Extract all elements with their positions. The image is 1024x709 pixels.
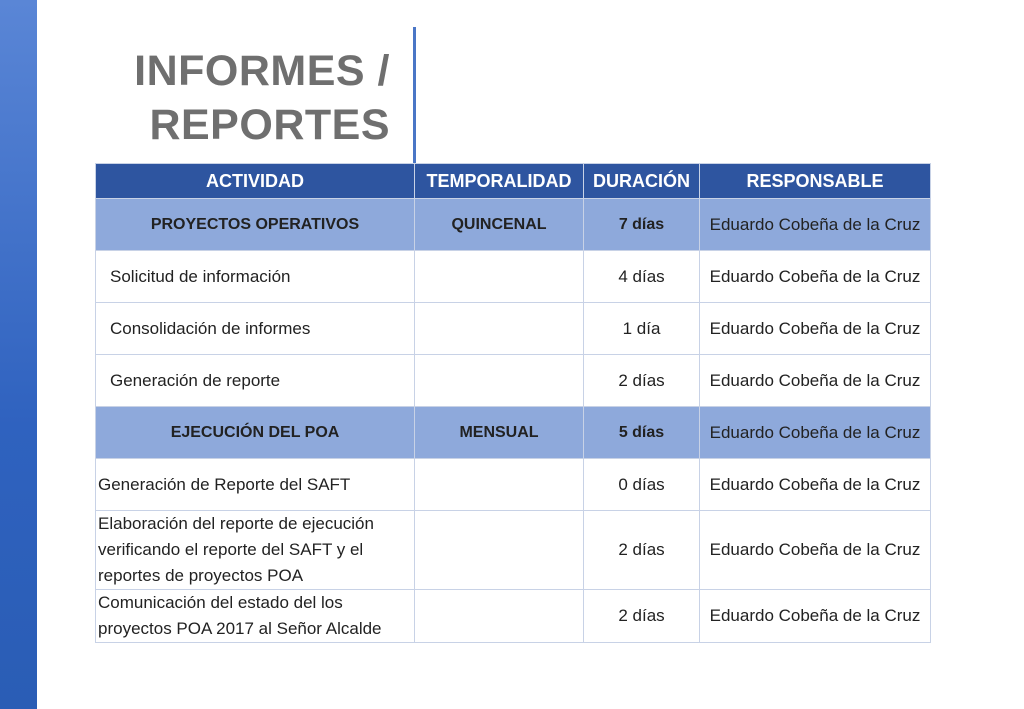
cell-actividad: PROYECTOS OPERATIVOS xyxy=(96,199,415,251)
table-row xyxy=(96,251,931,303)
title-line-1: INFORMES / xyxy=(134,47,390,95)
cell-temporalidad: MENSUAL xyxy=(415,407,584,459)
header-responsable: RESPONSABLE xyxy=(700,164,931,199)
cell-responsable: Eduardo Cobeña de la Cruz xyxy=(700,407,931,459)
cell-duracion: 5 días xyxy=(584,407,700,459)
title-divider xyxy=(413,27,416,163)
cell-temporalidad xyxy=(415,303,584,355)
cell-duracion: 7 días xyxy=(584,199,700,251)
cell-responsable: Eduardo Cobeña de la Cruz xyxy=(700,199,931,251)
table-row xyxy=(96,511,931,590)
cell-actividad: Consolidación de informes xyxy=(96,303,415,355)
cell-duracion: 1 día xyxy=(584,303,700,355)
side-accent-bar xyxy=(0,0,37,709)
cell-temporalidad: QUINCENAL xyxy=(415,199,584,251)
cell-actividad: EJECUCIÓN DEL POA xyxy=(96,407,415,459)
cell-duracion: 4 días xyxy=(584,251,700,303)
title-line-2: REPORTES xyxy=(149,101,390,149)
report-table xyxy=(95,163,931,643)
cell-temporalidad xyxy=(415,459,584,511)
cell-temporalidad xyxy=(415,511,584,590)
table-row xyxy=(96,355,931,407)
cell-duracion: 2 días xyxy=(584,355,700,407)
cell-actividad: Generación de reporte xyxy=(96,355,415,407)
table-row xyxy=(96,407,931,459)
cell-responsable: Eduardo Cobeña de la Cruz xyxy=(700,459,931,511)
header-actividad: ACTIVIDAD xyxy=(96,164,415,199)
table-row xyxy=(96,590,931,643)
table-row xyxy=(96,303,931,355)
header-duracion: DURACIÓN xyxy=(584,164,700,199)
cell-responsable: Eduardo Cobeña de la Cruz xyxy=(700,355,931,407)
cell-duracion: 2 días xyxy=(584,511,700,590)
cell-responsable: Eduardo Cobeña de la Cruz xyxy=(700,251,931,303)
cell-responsable: Eduardo Cobeña de la Cruz xyxy=(700,590,931,643)
cell-responsable: Eduardo Cobeña de la Cruz xyxy=(700,511,931,590)
slide-title xyxy=(100,44,390,152)
cell-temporalidad xyxy=(415,590,584,643)
cell-responsable: Eduardo Cobeña de la Cruz xyxy=(700,303,931,355)
table-row xyxy=(96,199,931,251)
header-temporalidad: TEMPORALIDAD xyxy=(415,164,584,199)
table-header-row xyxy=(96,164,931,199)
cell-temporalidad xyxy=(415,251,584,303)
cell-actividad: Elaboración del reporte de ejecución verificando el reporte del SAFT y el reportes de proyectos POA xyxy=(96,511,415,590)
cell-actividad: Solicitud de información xyxy=(96,251,415,303)
cell-actividad: Generación de Reporte del SAFT xyxy=(96,459,415,511)
cell-actividad: Comunicación del estado del los proyectos POA 2017 al Señor Alcalde xyxy=(96,590,415,643)
cell-temporalidad xyxy=(415,355,584,407)
cell-duracion: 2 días xyxy=(584,590,700,643)
table-row xyxy=(96,459,931,511)
cell-duracion: 0 días xyxy=(584,459,700,511)
